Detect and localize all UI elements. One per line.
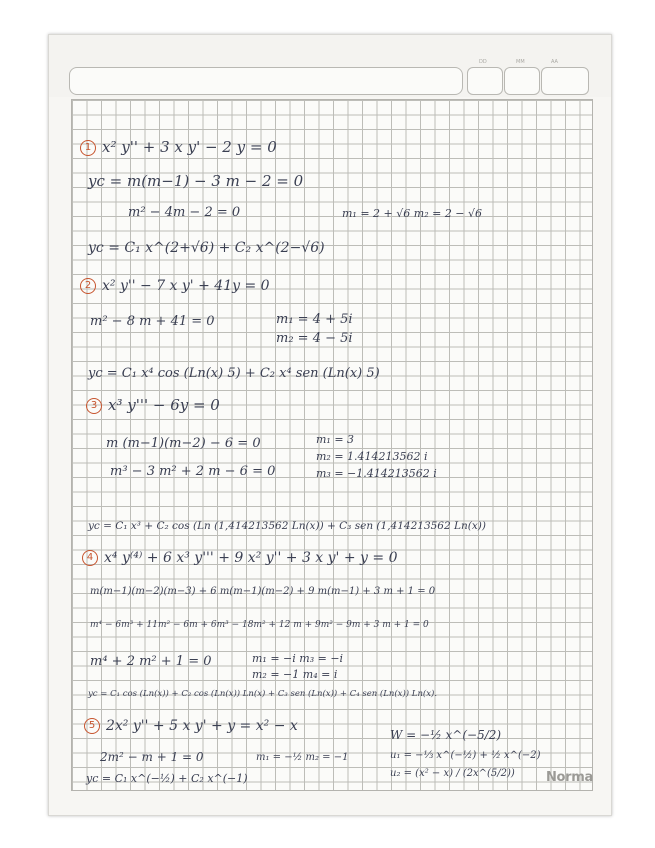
problem-3-line-5: m₃ = −1.414213562 i (316, 467, 437, 480)
notebook-page (48, 34, 612, 816)
problem-5-line-4: u₁ = −⅓ x^(−½) + ½ x^(−2) (390, 750, 541, 761)
brand-logo: Norma (545, 770, 593, 785)
date-label-day: DD (479, 59, 487, 65)
problem-3-line-6: yc = C₁ x³ + C₂ cos (Ln (1,414213562 Ln(x)) + C₃ sen (1,414213562 Ln(x)) (88, 520, 486, 532)
problem-4-line-2: m⁴ − 6m³ + 11m² − 6m + 6m³ − 18m² + 12 m + 9m² − 9m + 3 m + 1 = 0 (90, 620, 429, 630)
problem-3-line-2: m₁ = 3 (316, 433, 355, 446)
problem-3-line-4: m³ − 3 m² + 2 m − 6 = 0 (110, 464, 276, 479)
date-day-box (467, 67, 503, 95)
problem-5-equation (84, 718, 298, 734)
problem-4-line-1: m(m−1)(m−2)(m−3) + 6 m(m−1)(m−2) + 9 m(m−1) + 3 m + 1 = 0 (90, 586, 436, 597)
problem-2-line-3: m₂ = 4 − 5i (276, 331, 353, 346)
problem-number: 3 (86, 398, 102, 414)
problem-5-line-2: 2m² − m + 1 = 0 (100, 750, 204, 764)
equation-text: x² y'' − 7 x y' + 41y = 0 (102, 278, 270, 294)
equation-text: 2x² y'' + 5 x y' + y = x² − x (106, 718, 298, 734)
problem-1-line-2: m² − 4m − 2 = 0 (128, 205, 241, 220)
problem-5-line-5: yc = C₁ x^(−½) + C₂ x^(−1) (86, 772, 248, 785)
problem-1-line-4: yc = C₁ x^(2+√6) + C₂ x^(2−√6) (88, 240, 325, 256)
problem-5-line-6: u₂ = (x² − x) / (2x^(5/2)) (390, 768, 515, 779)
date-year-box (541, 67, 589, 95)
equation-text: x² y'' + 3 x y' − 2 y = 0 (102, 138, 277, 156)
date-label-year: AA (551, 59, 558, 65)
problem-1-line-3: m₁ = 2 + √6 m₂ = 2 − √6 (342, 207, 483, 220)
problem-4-line-3: m⁴ + 2 m² + 1 = 0 (90, 654, 212, 669)
date-month-box (504, 67, 540, 95)
problem-4-line-6: yc = C₁ cos (Ln(x)) + C₂ cos (Ln(x)) Ln(x) + C₃ sen (Ln(x)) + C₄ sen (Ln(x)) Ln(x). (88, 689, 438, 699)
title-field (69, 67, 463, 95)
problem-1-line-1: yc = m(m−1) − 3 m − 2 = 0 (88, 172, 304, 190)
problem-1-equation (80, 138, 277, 156)
problem-number: 4 (82, 550, 98, 566)
problem-number: 5 (84, 718, 100, 734)
problem-2-line-2: m₁ = 4 + 5i (276, 312, 353, 327)
problem-2-line-4: yc = C₁ x⁴ cos (Ln(x) 5) + C₂ x⁴ sen (Ln(x) 5) (88, 366, 380, 381)
problem-5-line-1: W = −½ x^(−5/2) (390, 728, 502, 742)
equation-text: x³ y''' − 6y = 0 (108, 396, 220, 414)
problem-number: 1 (80, 140, 96, 156)
date-label-month: MM (516, 59, 525, 65)
problem-4-line-5: m₂ = −1 m₄ = i (252, 668, 338, 681)
problem-2-line-1: m² − 8 m + 41 = 0 (90, 314, 215, 329)
grid-paper (71, 99, 593, 791)
problem-4-line-4: m₁ = −i m₃ = −i (252, 652, 344, 665)
problem-number: 2 (80, 278, 96, 294)
problem-3-line-3: m₂ = 1.414213562 i (316, 450, 428, 463)
problem-5-line-3: m₁ = −½ m₂ = −1 (256, 752, 349, 763)
equation-text: x⁴ y⁽⁴⁾ + 6 x³ y''' + 9 x² y'' + 3 x y' + y = 0 (104, 550, 398, 566)
problem-3-line-1: m (m−1)(m−2) − 6 = 0 (106, 436, 261, 451)
problem-3-equation (86, 396, 220, 414)
problem-2-equation (80, 278, 270, 294)
problem-4-equation (82, 550, 397, 566)
